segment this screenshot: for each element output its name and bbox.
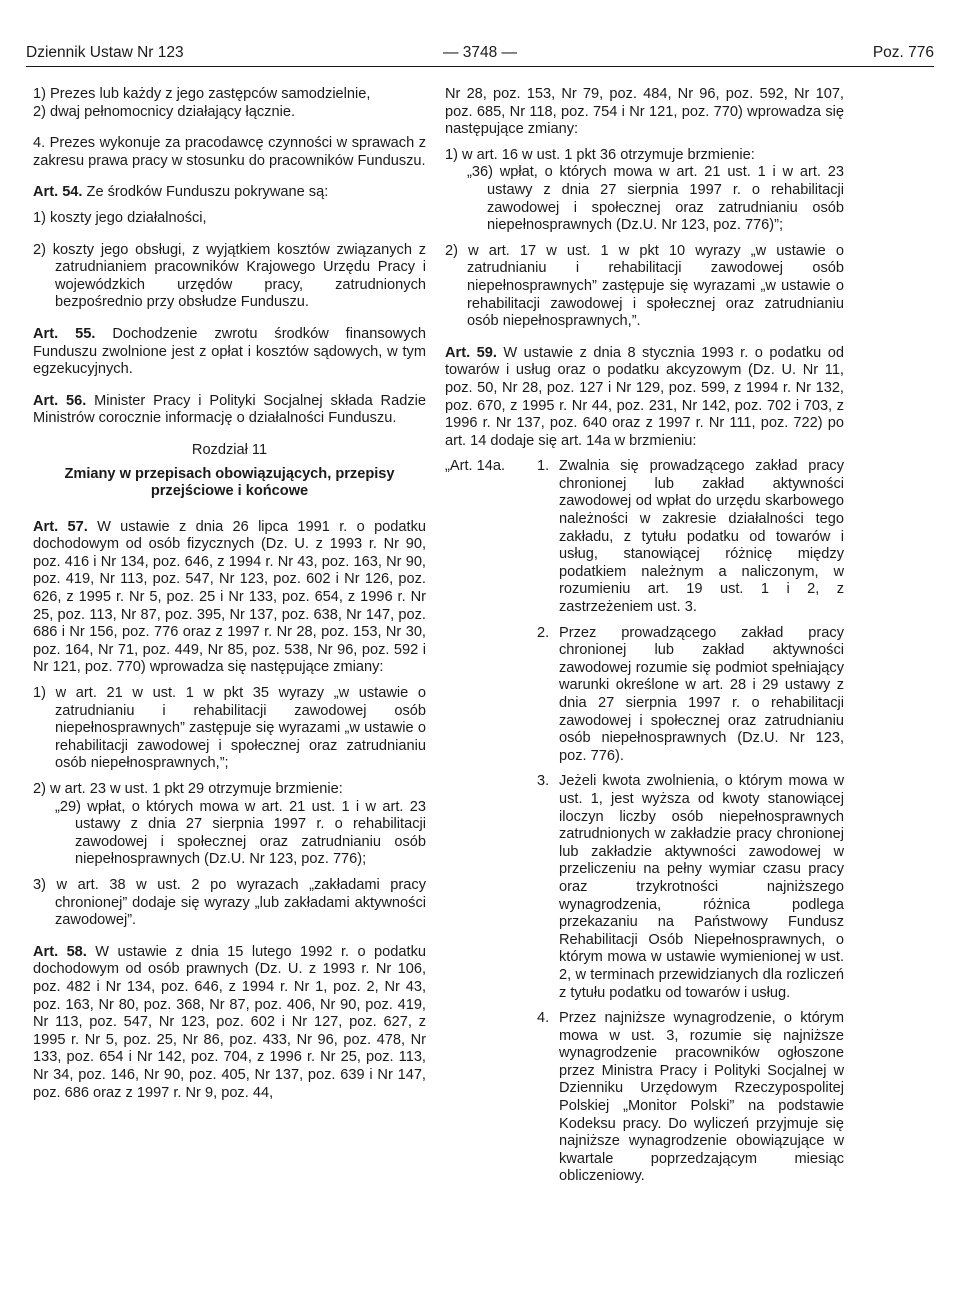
- article-14a-para-3: [537, 773, 844, 1002]
- article-14a-para-2: [537, 625, 844, 766]
- right-column: [445, 86, 844, 1194]
- article-label: Art. 56.: [33, 392, 87, 409]
- article-text: W ustawie z dnia 26 lipca 1991 r. o podatku dochodowym od osób fizycznych (Dz. U. z 1993 r. Nr 90, poz. 416 i Nr 134, poz. 646, z 1994 r. Nr 43, poz. 163, Nr 90, poz. 419, Nr 113, poz. 547, Nr 123, poz. 602 i Nr 126, poz. 626, z 1995 r. Nr 5, poz. 25 i Nr 133, poz. 654, z 1996 r. Nr 25, poz. 113, Nr 87, poz. 395, Nr 137, poz. 638, Nr 147, poz. 686 i Nr 156, poz. 776 oraz z 1997 r. Nr 28, poz. 153, Nr 30, poz. 164, Nr 71, poz. 449, Nr 85, poz. 538, Nr 96, poz. 592 i Nr 121, poz. 770) wprowadza się następujące zmiany:: [33, 518, 426, 676]
- header-rule: [26, 66, 934, 67]
- paragraph-number: 1.: [537, 458, 550, 475]
- article-label: Art. 54.: [33, 184, 83, 201]
- article-59: [445, 345, 844, 451]
- article-14a-para-4: [537, 1010, 844, 1186]
- paragraph-number: 3.: [537, 773, 550, 790]
- list-item: 1) koszty jego działalności,: [33, 209, 207, 226]
- article-label: Art. 59.: [445, 344, 497, 361]
- paragraph-text: Przez najniższe wynagrodzenie, o którym mowa w ust. 3, rozumie się najniższe wynagrodzenie pracowników ogłoszone przez Ministra Pracy i Polityki Socjalnej w Dzienniku Urzędowym Rzeczypospolitej Polskiej „Monitor Polski” na podstawie Kodeksu pracy. Do wyliczeń przyjmuje się najniższe wynagrodzenie obowiązujące w kwartale poprzedzającym miesiąc obliczeniowy.: [559, 1010, 844, 1185]
- article-text: Dochodzenie zwrotu środków finansowych Funduszu zwolnione jest z opłat i kosztów sądowych, w tym egzekucyjnych.: [33, 325, 426, 378]
- page-number: — 3748 —: [442, 44, 518, 61]
- position-number: Poz. 776: [872, 44, 934, 61]
- paragraph-number: 2.: [537, 624, 550, 641]
- article-58-continued: Nr 28, poz. 153, Nr 79, poz. 484, Nr 96, poz. 592, Nr 107, poz. 685, Nr 118, poz. 754 i Nr 121, poz. 770) wprowadza się następujące zmiany:: [445, 86, 844, 138]
- article-56: [33, 393, 426, 428]
- article-57: [33, 519, 426, 677]
- left-column: [33, 86, 426, 1116]
- article-54: [33, 184, 426, 202]
- article-text: Ze środków Funduszu pokrywane są:: [82, 184, 329, 201]
- article-14a-label: „Art. 14a.: [445, 458, 506, 475]
- article-label: Art. 58.: [33, 943, 87, 960]
- list-item: 1) w art. 21 w ust. 1 w pkt 35 wyrazy „w ustawie o zatrudnianiu i rehabilitacji zawodowej osób niepełnosprawnych” zastępuje się wyrazami „w ustawie o rehabilitacji zawodowej i społecznej oraz zatrudnianiu osób niepełnosprawnych,”;: [33, 685, 426, 772]
- chapter-number: Rozdział 11: [191, 441, 268, 458]
- paragraph-text: Przez prowadzącego zakład pracy chronionej lub zakład aktywności zawodowej rozumie się podmiot spełniający warunki określone w art. 28 i 29 ustawy z dnia 27 sierpnia 1997 r. o rehabilitacji zawodowej i społecznej oraz zatrudnianiu osób niepełnosprawnych (Dz.U. Nr 123, poz. 776).: [559, 624, 844, 764]
- article-55: [33, 326, 426, 379]
- page-header: [26, 44, 934, 64]
- paragraph-number: 4.: [537, 1010, 550, 1027]
- list-item: 1) w art. 16 w ust. 1 pkt 36 otrzymuje brzmienie:: [445, 146, 755, 163]
- quoted-provision: „29) wpłat, o których mowa w art. 21 ust. 1 i w art. 23 ustawy z dnia 27 sierpnia 1997 r. o rehabilitacji zawodowej i społecznej oraz zatrudnianiu osób niepełnosprawnych (Dz.U. Nr 123, poz. 776);: [55, 798, 426, 868]
- journal-title: Dziennik Ustaw Nr 123: [26, 44, 184, 61]
- article-text: W ustawie z dnia 8 stycznia 1993 r. o podatku od towarów i usług oraz o podatku akcyzowym (Dz. U. Nr 11, poz. 50, Nr 28, poz. 127 i Nr 129, poz. 599, z 1994 r. Nr 132, poz. 670, z 1995 r. Nr 44, poz. 231, Nr 142, poz. 702 i 703, z 1996 r. Nr 137, poz. 640 oraz z 1997 r. Nr 111, poz. 722) po art. 14 dodaje się art. 14a w brzmieniu:: [445, 344, 844, 449]
- quoted-provision: „36) wpłat, o których mowa w art. 21 ust. 1 i w art. 23 ustawy z dnia 27 sierpnia 1997 r. o rehabilitacji zawodowej i społecznej oraz zatrudnianiu osób niepełnosprawnych (Dz.U. Nr 123, poz. 776)”;: [467, 164, 844, 234]
- article-label: Art. 55.: [33, 325, 96, 342]
- paragraph-text: Zwalnia się prowadzącego zakład pracy chronionej lub zakład aktywności zawodowej od wpłat do urzędu skarbowego należności w zakresie działalności tego zakładu, z tytułu podatku od towarów i usług, stanowiącej różnicę między podatkiem należnym a naliczonym, w rozumieniu art. 19 ust. 1 i 2, z zastrzeżeniem ust. 3.: [559, 458, 844, 616]
- list-item: 2) w art. 23 w ust. 1 pkt 29 otrzymuje brzmienie:: [33, 781, 343, 797]
- chapter-title: Zmiany w przepisach obowiązujących, przepisy przejściowe i końcowe: [64, 465, 395, 500]
- list-item: 1) Prezes lub każdy z jego zastępców samodzielnie,: [33, 86, 371, 102]
- article-label: Art. 57.: [33, 518, 88, 535]
- paragraph-text: Jeżeli kwota zwolnienia, o którym mowa w ust. 1, jest wyższa od kwoty stanowiącej iloczyn liczby osób niepełnosprawnych zatrudnionych w zakładzie pracy chronionej lub zakładzie aktywności zawodowej w przeliczeniu na pełny wymiar czasu pracy oraz trzykrotności najniższego wynagrodzenia, różnica podlega przekazaniu na Państwowy Fundusz Rehabilitacji Osób Niepełnosprawnych, o którym mowa w ustawie wymienionej w ust. 2, w terminach przewidzianych dla rozliczeń z tytułu podatku od towarów i usług.: [559, 773, 844, 1001]
- article-14a: [445, 458, 844, 616]
- article-text: Minister Pracy i Polityki Socjalnej składa Radzie Ministrów corocznie informację o działalności Funduszu.: [33, 392, 426, 427]
- list-item: 3) w art. 38 w ust. 2 po wyrazach „zakładami pracy chronionej” dodaje się wyrazy „lub zakładami aktywności zawodowej”.: [33, 876, 426, 929]
- list-item: 2) dwaj pełnomocnicy działający łącznie.: [33, 103, 296, 120]
- list-item: 2) w art. 17 w ust. 1 w pkt 10 wyrazy „w ustawie o zatrudnianiu i rehabilitacji zawodowej osób niepełnosprawnych” zastępuje się wyrazami „w ustawie o rehabilitacji zawodowej i społecznej oraz zatrudnianiu osób niepełnosprawnych,”.: [445, 242, 844, 330]
- article-text: W ustawie z dnia 15 lutego 1992 r. o podatku dochodowym od osób prawnych (Dz. U. z 1993 r. Nr 106, poz. 482 i Nr 134, poz. 646, z 1994 r. Nr 1, poz. 2, Nr 43, poz. 163, Nr 80, poz. 368, Nr 87, poz. 406, Nr 90, poz. 419, Nr 113, poz. 547, Nr 123, poz. 602 i Nr 127, poz. 627, z 1995 r. Nr 5, poz. 25, Nr 86, poz. 433, Nr 96, poz. 478, Nr 133, poz. 654 i Nr 142, poz. 704, z 1996 r. Nr 25, poz. 113, Nr 34, poz. 146, Nr 90, poz. 405, Nr 137, poz. 639 i Nr 147, poz. 686 oraz z 1997 r. Nr 9, poz. 44,: [33, 943, 426, 1101]
- list-item: 2) koszty jego obsługi, z wyjątkiem kosztów związanych z zatrudnianiem pracowników Krajowego Urzędu Pracy i wojewódzkich urzędów pracy, zatrudnionych bezpośrednio przy obsłudze Funduszu.: [33, 241, 426, 311]
- paragraph: 4. Prezes wykonuje za pracodawcę czynności w sprawach z zakresu prawa pracy w stosunku do pracowników Funduszu.: [33, 135, 426, 169]
- article-58: [33, 944, 426, 1102]
